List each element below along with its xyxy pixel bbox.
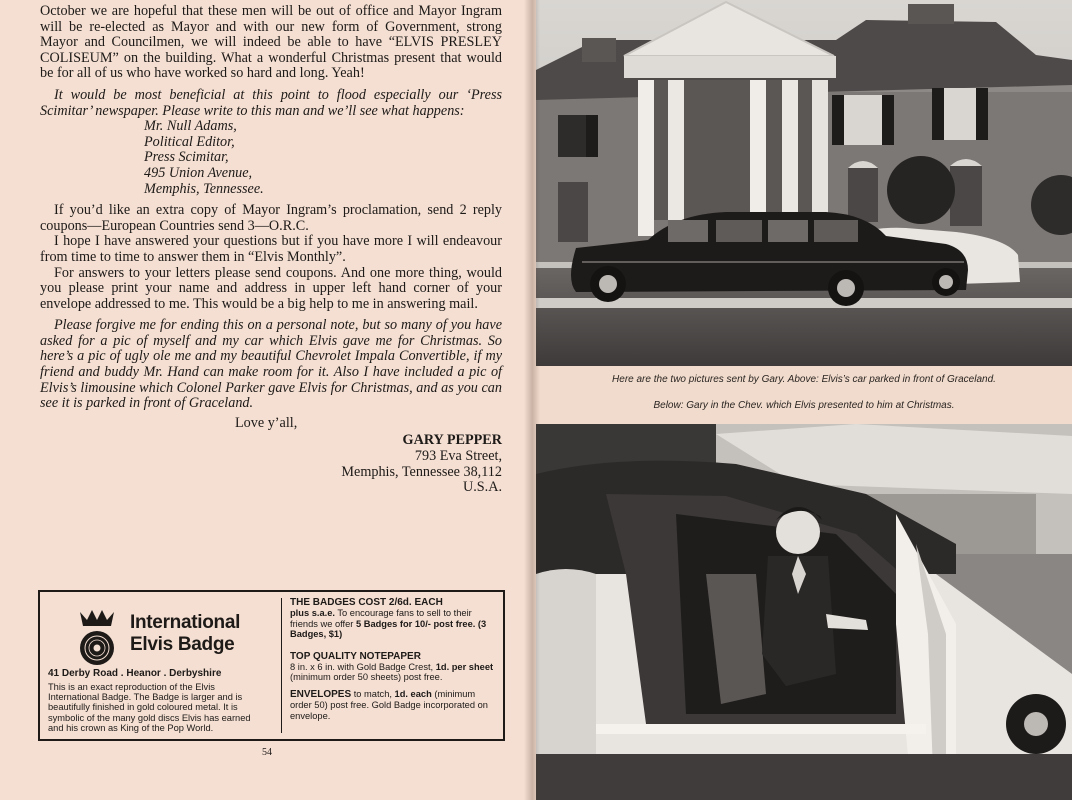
page-number: 54 [262,747,272,758]
badges-heading: THE BADGES COST 2/6d. EACH [290,597,443,608]
paragraph-1: October we are hopeful that these men will be out of office and Mayor Ingram will be re-elected as Mayor and with our new form of Government, strong Mayor and Councilmen, we will indeed be able to have “ELVIS PRESLEY COLISEUM” on the building. What a wonderful Christmas present that would be for all of us who have worked so hard and long. Yeah! [40,3,502,82]
badges-body-1: To encourage fans to sell to their friends we offer [290,608,472,629]
address-line: Mr. Null Adams, [144,118,237,135]
notepaper-body-1: 8 in. x 6 in. with Gold Badge Crest, [290,662,436,673]
paragraph-2: It would be most beneficial at this point to flood especially our ‘Press Scimitar’ newspaper. Please write to this man and we’ll see what happens: [40,86,502,119]
ad-divider [281,598,282,733]
closing: Love y’all, [235,414,298,431]
envelopes-heading: ENVELOPES [290,688,352,700]
badges-bold-2: 5 Badges for 10/- post free. (3 Badges, $1) [290,618,487,640]
paragraph-3: If you’d like an extra copy of Mayor Ingram’s proclamation, send 2 reply coupons—European Countries send 3—O.R.C. [40,202,502,234]
notepaper-bold: 1d. per sheet [435,662,494,673]
signature-street: 793 Eva Street, [414,448,502,465]
brand-line-1: International [130,612,241,633]
envelopes-bold: 1d. each [394,688,432,699]
notepaper-text [290,662,498,683]
badge-advertisement [38,590,505,741]
ad-right-panel [290,598,498,721]
editor-address [144,119,502,197]
envelopes-text [290,689,498,721]
left-page [0,0,532,800]
address-line: Memphis, Tennessee. [144,180,264,197]
signature-city: Memphis, Tennessee 38,112 [341,463,502,480]
signature-name: GARY PEPPER [402,432,502,449]
graceland-limousine-image [536,0,1072,366]
address-line: Political Editor, [144,133,235,150]
address-line: 495 Union Avenue, [144,164,253,181]
address-line: Press Scimitar, [144,149,229,166]
envelopes-body-2: (minimum order 50) post free. Gold Badge incorporated on envelope. [290,688,488,721]
brand-line-2: Elvis Badge [130,634,235,655]
badges-text [290,608,498,639]
gary-chevrolet-photo [536,424,1072,800]
notepaper-body-2: (minimum order 50 sheets) post free. [290,672,443,683]
notepaper-heading: TOP QUALITY NOTEPAPER [290,650,421,662]
envelopes-body-1: to match, [351,688,395,699]
signature-block [40,433,502,495]
photo-caption-2: Below: Gary in the Chev. which Elvis presented to him at Christmas. [653,400,955,411]
photo-caption-1: Here are the two pictures sent by Gary. Above: Elvis’s car parked in front of Graceland. [612,374,996,385]
graceland-limousine-photo [536,0,1072,366]
signature-country: U.S.A. [462,479,502,496]
paragraph-5: For answers to your letters please send coupons. And one more thing, would you please print your name and address in upper left hand corner of your envelope addressed to me. This would be a big help to me in answering mail. [40,264,502,312]
ad-brand [130,612,240,656]
paragraph-4: I hope I have answered your questions but if you have more I will endeavour from time to time to answer them in “Elvis Monthly”. [40,233,502,265]
badges-bold-1: plus s.a.e. [290,608,335,619]
page-gutter [524,0,540,800]
gary-chevrolet-image [536,424,1072,800]
article-text [40,4,502,496]
ad-address: 41 Derby Road . Heanor . Derbyshire [48,668,222,679]
paragraph-6: Please forgive me for ending this on a personal note, but so many of you have asked for a pic of myself and my car which Elvis gave me for Christmas. So here’s a pic of ugly ole me and my beautiful Chevrolet Impala Convertible, if my friend and buddy Mr. Hand can make room for it. Also I have included a pic of Elvis’s limousine which Colonel Parker gave Elvis for Christmas, and as you can see it is parked in front of Graceland. [40,317,502,412]
ad-description: This is an exact reproduction of the Elvis International Badge. The Badge is larger and is beautifully finished in gold coloured metal. It is symbolic of the many gold discs Elvis has earned and his crown as King of the Pop World. [48,682,251,733]
crown-record-logo-icon [76,608,118,668]
